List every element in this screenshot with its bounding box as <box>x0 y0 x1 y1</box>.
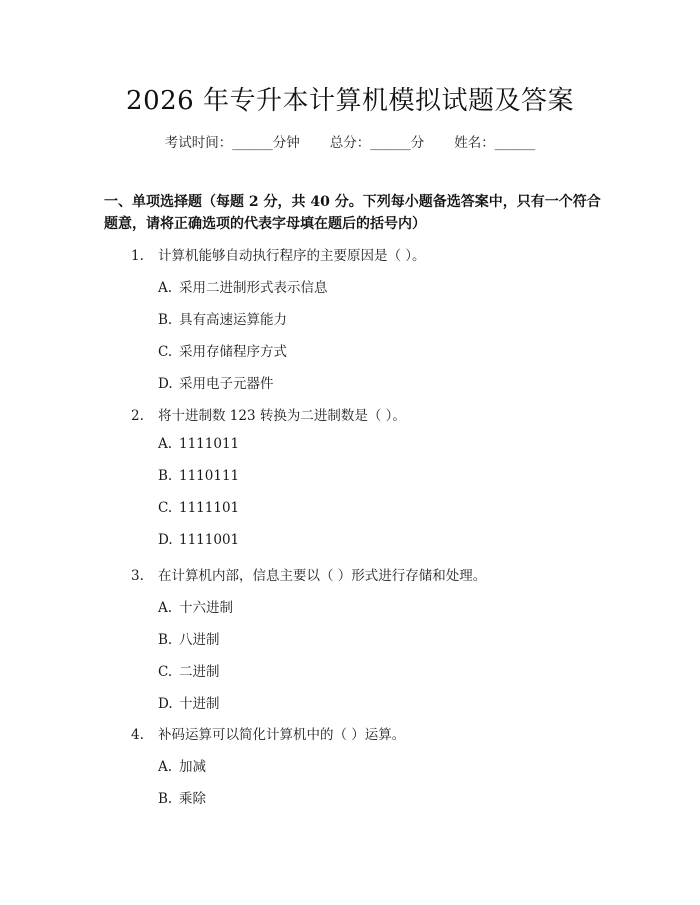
option-1a <box>158 276 328 296</box>
question-4 <box>131 723 405 743</box>
exam-time: 考试时间：______分钟 <box>164 135 300 151</box>
option-letter: D. <box>158 376 173 392</box>
question-number: 4. <box>131 727 144 743</box>
question-2 <box>131 404 406 424</box>
option-text: 1111011 <box>179 436 240 452</box>
option-text: 具有高速运算能力 <box>179 312 287 328</box>
option-text: 采用电子元器件 <box>179 376 274 392</box>
option-1c <box>158 340 287 360</box>
option-3d <box>158 692 220 712</box>
section-heading: 一、单项选择题（每题 2 分，共 40 分。下列每小题备选答案中，只有一个符合题意，请将正确选项的代表字母填在题后的括号内） <box>104 194 601 232</box>
option-text: 二进制 <box>179 664 220 680</box>
option-letter: C. <box>158 500 173 516</box>
option-4b <box>158 787 206 807</box>
question-text: 在计算机内部，信息主要以（ ）形式进行存储和处理。 <box>158 568 487 584</box>
option-letter: D. <box>158 532 173 548</box>
option-letter: C. <box>158 664 173 680</box>
option-1b <box>158 308 287 328</box>
option-4a <box>158 755 206 775</box>
student-name: 姓名：______ <box>454 135 536 151</box>
option-letter: B. <box>158 312 173 328</box>
option-letter: B. <box>158 468 173 484</box>
option-text: 八进制 <box>179 632 220 648</box>
option-letter: A. <box>158 759 173 775</box>
option-letter: B. <box>158 632 173 648</box>
question-number: 2. <box>131 408 144 424</box>
option-2c <box>158 500 239 516</box>
option-text: 1111101 <box>179 500 240 516</box>
total-score: 总分：______分 <box>329 135 425 151</box>
option-text: 十进制 <box>179 696 220 712</box>
option-2d <box>158 532 239 548</box>
option-text: 1111001 <box>179 532 240 548</box>
option-letter: C. <box>158 344 173 360</box>
option-letter: D. <box>158 696 173 712</box>
question-text: 计算机能够自动执行程序的主要原因是（ ）。 <box>158 248 426 264</box>
option-text: 乘除 <box>179 791 206 807</box>
question-1 <box>131 244 426 264</box>
option-text: 采用存储程序方式 <box>179 344 287 360</box>
option-3c <box>158 660 220 680</box>
question-text: 补码运算可以简化计算机中的（ ）运算。 <box>158 727 406 743</box>
option-2a <box>158 436 239 452</box>
option-letter: B. <box>158 791 173 807</box>
option-letter: A. <box>158 436 173 452</box>
option-3b <box>158 628 220 648</box>
option-text: 十六进制 <box>179 600 233 616</box>
option-2b <box>158 468 239 484</box>
question-number: 1. <box>131 248 144 264</box>
option-text: 加减 <box>179 759 206 775</box>
option-3a <box>158 596 233 616</box>
question-3 <box>131 564 486 584</box>
question-text: 将十进制数 123 转换为二进制数是（ ）。 <box>158 408 406 424</box>
exam-meta <box>0 131 700 151</box>
option-letter: A. <box>158 280 173 296</box>
question-number: 3. <box>131 568 144 584</box>
option-1d <box>158 372 274 392</box>
option-letter: A. <box>158 600 173 616</box>
option-text: 1110111 <box>179 468 240 484</box>
option-text: 采用二进制形式表示信息 <box>179 280 328 296</box>
page-title: 2026 年专升本计算机模拟试题及答案 <box>126 86 574 116</box>
